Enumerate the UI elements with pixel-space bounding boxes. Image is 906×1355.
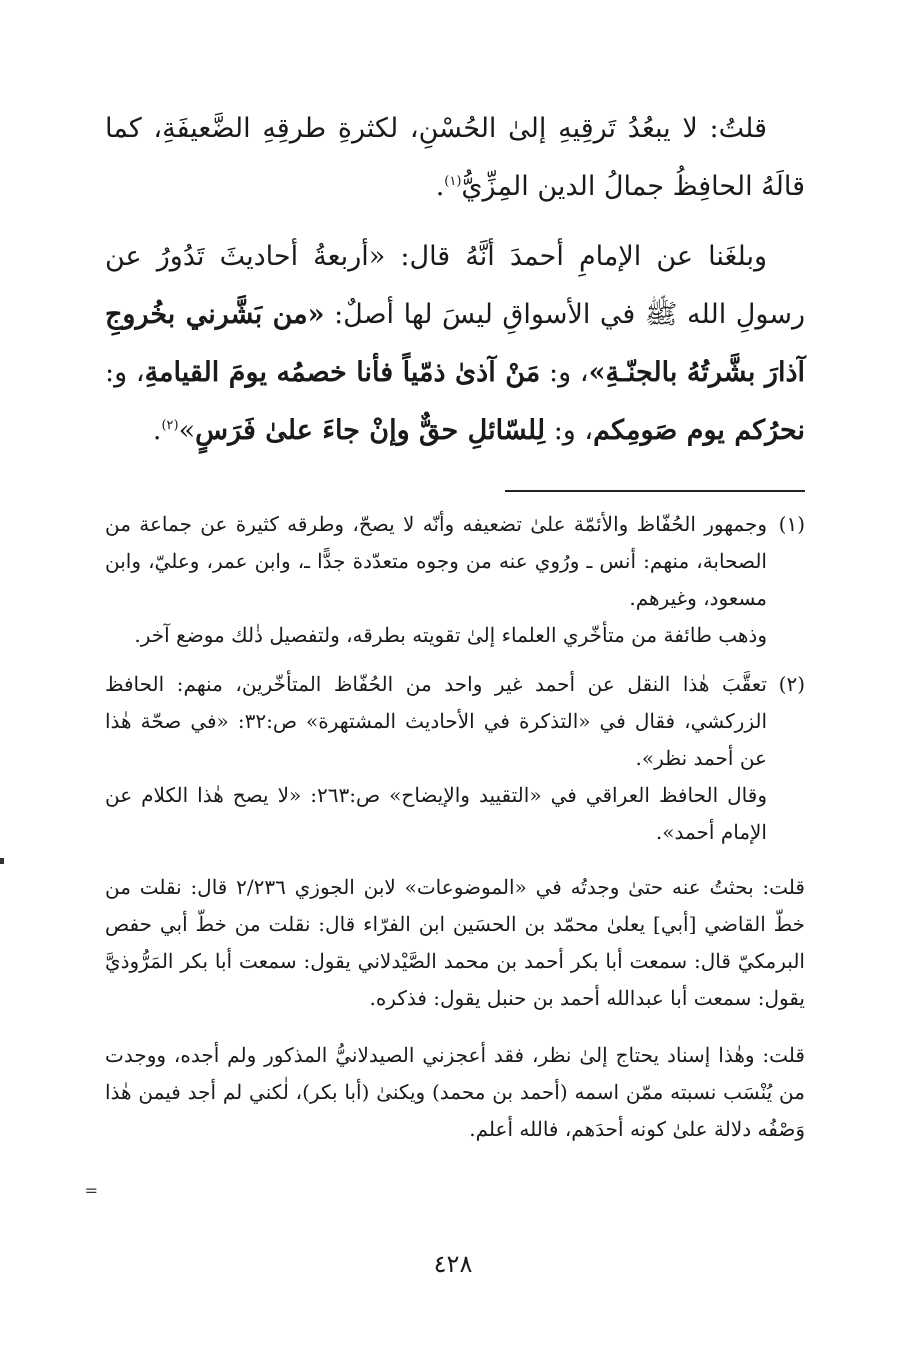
footnote-body [105,506,767,654]
book-page [105,100,805,1148]
footnote [105,506,805,654]
main-text [105,100,805,460]
paragraph-text: قلتُ: لا يبعُدُ تَرقِيهِ إلىٰ الحُسْنِ، لكثرةِ طرقِهِ الضَّعيفَةِ، كما قالَهُ الحافِظُ جمالُ الدين المِزِّيُّ [105,113,805,202]
author-note: قلت: بحثتُ عنه حتىٰ وجدتُه في «الموضوعات» لابن الجوزي ٢/٢٣٦ قال: نقلت من خطّ القاضي [أبي] يعلىٰ محمّد بن الحسَين ابن الفرّاء قال: نقلت من خطّ أبي حفص البرمكيّ قال: سمعت أبا بكر أحمد بن محمد الصَّيْدلاني يقول: سمعت أبا بكر المَرُّوذيَّ يقول: سمعت أبا عبدالله أحمد بن حنبل يقول: فذكره. [105,875,805,1010]
paragraph-end: . [152,415,162,446]
separator: ، و: [105,357,145,388]
hadith-quote: «من بَشَّرني بخُروجِ آذارَ بشَّرتُهُ بالجنّـةِ» [105,299,805,388]
footnote [105,666,805,851]
footnote-text: وجمهور الحُفّاظ والأئمّة علىٰ تضعيفه وأنّه لا يصحّ، وطرقه كثيرة عن جماعة من الصحابة، منهم: أنس ـ ورُوي عنه من وجوه متعدّدة جدًّا ـ، وابن عمر، وعليّ، وابن مسعود، وغيرهم. [105,512,767,610]
main-paragraph [105,228,805,460]
footnote-body [105,666,767,851]
footnote-text: وذهب طائفة من متأخّري العلماء إلىٰ تقويته بطرقه، ولتفصيل ذٰلك موضع آخر. [134,623,767,647]
paragraph-text: وبلغَنا عن الإمامِ أحمدَ أنَّهُ قال: «أربعةُ أحاديثَ تَدُورُ عن رسولِ الله ﷺ في الأسواقِ ليسَ لها أصلٌ: [105,241,805,330]
footnote-text: وقال الحافظ العراقي في «التقييد والإيضاح» ص:٢٦٣: «لا يصح هٰذا الكلام عن الإمام أحمد». [105,783,767,844]
margin-mark: = [84,1181,98,1200]
margin-dot [0,858,4,864]
quote-close: » [178,415,196,446]
footnote-number: (١) [778,512,805,536]
footnotes [105,506,805,851]
separator: ، و: [553,415,594,446]
main-paragraph [105,100,805,216]
paragraph-end: . [435,171,445,202]
footnote-text: تعقَّبَ هٰذا النقل عن أحمد غير واحد من الحُفّاظ المتأخّرين، منهم: الحافظ الزركشي، فقال في «التذكرة في الأحاديث المشتهرة» ص:٣٢: «في صحّة هٰذا عن أحمد نظر». [105,672,768,770]
footnote-ref[interactable]: (١) [444,174,462,189]
footnote-ref[interactable]: (٢) [161,418,179,433]
separator: ، و: [548,357,589,388]
hadith-quote: مَنْ آذىٰ ذمّياً فأنا خصمُه يومَ القيامةِ [144,357,541,388]
page-number: ٤٢٨ [433,1250,473,1278]
hadith-quote: لِلسّائلِ حقٌّ وإنْ جاءَ علىٰ فَرَسٍ [195,415,546,446]
hadith-quote: نحرُكم يوم صَومِكم [593,415,805,446]
author-note: قلت: وهٰذا إسناد يحتاج إلىٰ نظر، فقد أعجزني الصيدلانيُّ المذكور ولم أجده، ووجدت من يُنْسَب نسبته ممّن اسمه (أحمد بن محمد) ويكنىٰ (أبا بكر)، لٰكني لم أجد فيمن هٰذا وَصْفُه دلالة علىٰ كونه أحدَهم، فالله أعلم. [105,1043,805,1141]
footnote-number: (٢) [778,672,805,696]
footnote-separator [505,490,805,492]
